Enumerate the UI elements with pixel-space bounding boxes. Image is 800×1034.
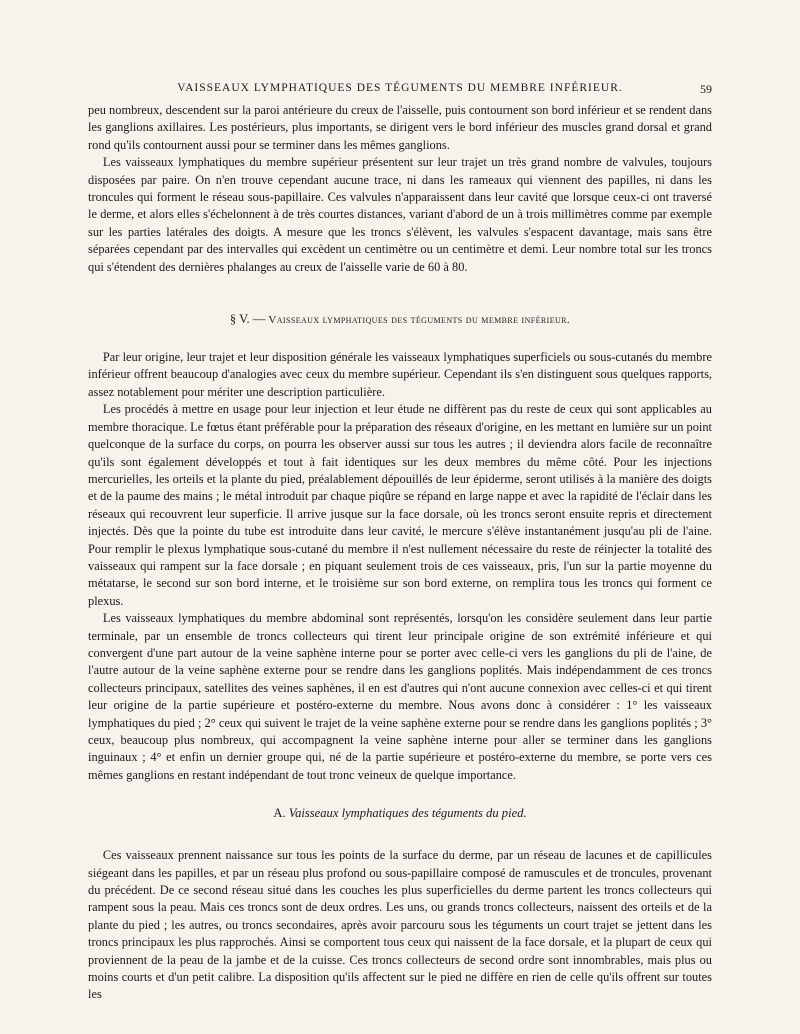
section-heading	[88, 312, 712, 327]
paragraph: peu nombreux, descendent sur la paroi antérieure du creux de l'aisselle, puis contournent son bord inférieur et se rendent dans les ganglions axillaires. Les postérieurs, plus importants, se dirigent vers le bord inférieur des muscles grand dorsal et grand rond qu'ils contournent aussi pour se terminer dans les mêmes ganglions.	[88, 103, 712, 152]
paragraph: Ces vaisseaux prennent naissance sur tous les points de la surface du derme, par un réseau de lacunes et de capillicules siégeant dans les papilles, et par un réseau plus profond ou sous-papillaire composé de ramuscules et de troncules, provenant du précédent. De ce second réseau situé dans les couches les plus superficielles du derme partent les troncs collecteurs qui rampent sous la peau. Mais ces troncs sont de deux ordres. Les uns, ou grands troncs collecteurs, naissent des orteils et de la plante du pied ; les autres, ou troncs secondaires, après avoir parcouru sous les téguments un court trajet se jettent dans les troncs principaux les plus rapprochés. Ainsi se comportent tous ceux qui naissent de la face dorsale, et la plupart de ceux qui proviennent de la peau de la jambe et de la cuisse. Ces troncs collecteurs de second ordre sont innombrables, mais plus ou moins courts et d'un petit calibre. La disposition qu'ils affectent sur le pied ne diffère en rien de celle qu'ils offrent sur toutes les	[88, 848, 712, 1002]
text-block-bottom	[88, 847, 712, 1004]
paragraph: Les vaisseaux lymphatiques du membre abdominal sont représentés, lorsqu'on les considère seulement dans leur partie terminale, par un ensemble de troncs collecteurs qui tirent leur principale origine de son extrémité inférieure et qui convergent d'une part autour de la veine saphène interne pour se porter avec celle-ci vers les ganglions du pli de l'aine, de l'autre autour de la veine saphène externe pour se rendre dans les ganglions poplités. Mais indépendamment de ces troncs collecteurs principaux, satellites des veines saphènes, il en est d'autres qui n'ont aucune connexion avec celles-ci et qui tirent leur origine de la partie supérieure et postéro-externe du membre. Nous avons donc à considérer : 1° les vaisseaux lymphatiques du pied ; 2° ceux qui suivent le trajet de la veine saphène externe pour se rendre dans les ganglions poplités ; 3° ceux, beaucoup plus nombreux, qui accompagnent la veine saphène interne pour aller se terminer dans les ganglions inguinaux ; 4° et enfin un dernier groupe qui, né de la partie supérieure et postéro-externe du membre, se porte vers ces mêmes ganglions en restant indépendant de tout tronc veineux de quelque importance.	[88, 611, 712, 782]
page-number: 59	[700, 82, 712, 96]
text-block-middle	[88, 349, 712, 784]
subsection-title: Vaisseaux lymphatiques des téguments du pied.	[288, 806, 527, 821]
subsection-heading	[88, 806, 712, 821]
paragraph: Les procédés à mettre en usage pour leur injection et leur étude ne diffèrent pas du reste de ceux qui sont applicables au membre thoracique. Le fœtus étant préférable pour la préparation des réseaux d'origine, en les mettant en lumière sur un point quelconque de la surface du corps, on pourra les observer aussi sur tous les autres ; il deviendra alors facile de reconnaître qu'ils sont également développés et tout à fait identiques sur les deux membres du même côté. Pour les injections mercurielles, les orteils et la plante du pied, préalablement dépouillés de leur épiderme, seront utilisés à la manière des doigts et de la paume des mains ; le métal introduit par chaque piqûre se répand en large nappe et avec la rapidité de l'éclair dans les réseaux qui recouvrent leur superficie. Il arrive jusque sur la face dorsale, où les troncs seront ensuite repris et directement injectés. Dès que la pointe du tube est introduite dans leur cavité, le mercure s'élève instantanément jusqu'au pli de l'aine. Pour remplir le plexus lymphatique sous-cutané du membre il n'est nullement nécessaire du reste de réinjecter la totalité des vaisseaux qui rampent sur la face dorsale ; en piquant seulement trois de ces vaisseaux, pris, l'un sur la partie moyenne du métatarse, le second sur son bord interne, et le troisième sur son bord externe, on remplira tous les troncs qui forment ce plexus.	[88, 402, 712, 608]
paragraph: Les vaisseaux lymphatiques du membre supérieur présentent sur leur trajet un très grand nombre de valvules, toujours disposées par paire. On n'en trouve cependant aucune trace, ni dans les rameaux qui viennent des papilles, ni dans les troncules qui forment le réseau sous-papillaire. Ces valvules n'apparaissent dans leur cavité que lorsque ceux-ci ont traversé le derme, et alors elles s'échelonnent à de très courtes distances, variant d'abord de un à trois millimètres comme par exemple sur les parties latérales des doigts. A mesure que les troncs s'élèvent, les valvules s'espacent davantage, mais sans être séparées cependant par des intervalles qui excèdent un centimètre ou un centimètre et demi. Leur nombre total sur les troncs qui s'étendent des dernières phalanges au creux de l'aisselle varie de 60 à 80.	[88, 155, 712, 274]
page-header	[88, 82, 712, 102]
text-block-top	[88, 102, 712, 276]
paragraph: Par leur origine, leur trajet et leur disposition générale les vaisseaux lymphatiques superficiels ou sous-cutanés du membre inférieur offrent beaucoup d'analogies avec ceux du membre supérieur. Cependant ils s'en distinguent sous quelques rapports, assez notablement pour mériter une description particulière.	[88, 350, 712, 399]
section-title: Vaisseaux lymphatiques des téguments du membre inférieur.	[268, 314, 571, 327]
document-page	[88, 82, 712, 1004]
running-title: VAISSEAUX LYMPHATIQUES DES TÉGUMENTS DU MEMBRE INFÉRIEUR.	[177, 82, 623, 94]
subsection-letter: A.	[273, 806, 286, 821]
section-number: § V. —	[229, 312, 266, 327]
